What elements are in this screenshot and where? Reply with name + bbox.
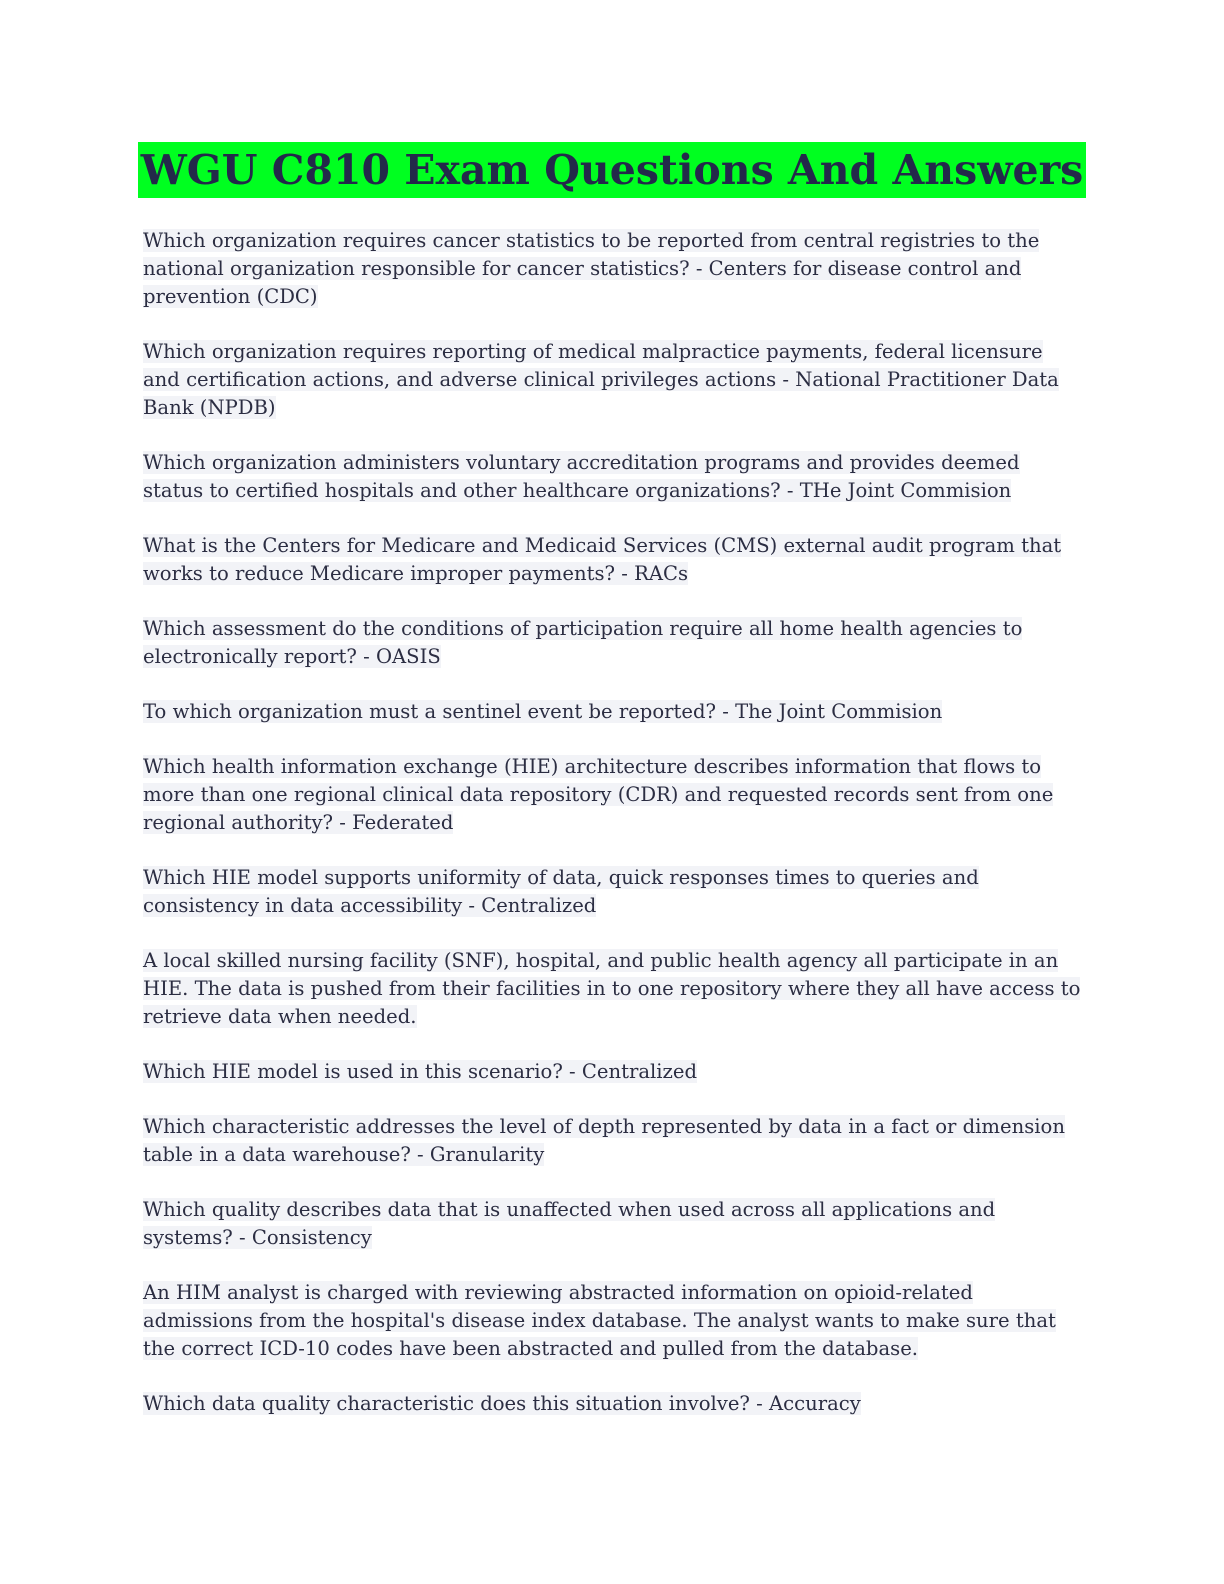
qa-text: Which organization requires reporting of medical malpractice payments, federal licensure and certification actions, and adverse clinical privileges actions - National Practitioner Data Bank (NPDB)	[143, 340, 1059, 419]
qa-paragraph	[143, 1113, 1083, 1169]
qa-list	[143, 227, 1083, 1445]
qa-text: Which quality describes data that is unaffected when used across all applications and systems? - Consistency	[143, 1198, 996, 1249]
qa-text: Which HIE model supports uniformity of data, quick responses times to queries and consistency in data accessibility - Centralized	[143, 866, 979, 917]
qa-paragraph	[143, 1058, 1083, 1086]
qa-text: An HIM analyst is charged with reviewing abstracted information on opioid-related admissions from the hospital's disease index database. The analyst wants to make sure that the correct ICD-10 codes have been abstracted and pulled from the database.	[143, 1281, 1056, 1360]
qa-text: Which health information exchange (HIE) architecture describes information that flows to more than one regional clinical data repository (CDR) and requested records sent from one regional authority? - Federated	[143, 755, 1054, 834]
qa-text: Which assessment do the conditions of participation require all home health agencies to electronically report? - OASIS	[143, 617, 1023, 668]
qa-paragraph	[143, 227, 1083, 311]
title-container	[0, 142, 1224, 198]
qa-paragraph	[143, 615, 1083, 671]
qa-text: A local skilled nursing facility (SNF), hospital, and public health agency all participate in an HIE. The data is pushed from their facilities in to one repository where they all have access to retrieve data when needed.	[143, 949, 1081, 1028]
qa-paragraph	[143, 1279, 1083, 1363]
qa-text: Which characteristic addresses the level of depth represented by data in a fact or dimension table in a data warehouse? - Granularity	[143, 1115, 1065, 1166]
qa-paragraph	[143, 1390, 1083, 1418]
qa-paragraph	[143, 947, 1083, 1031]
qa-paragraph	[143, 698, 1083, 726]
qa-paragraph	[143, 753, 1083, 837]
qa-text: What is the Centers for Medicare and Medicaid Services (CMS) external audit program that works to reduce Medicare improper payments? - RACs	[143, 534, 1062, 585]
qa-text: Which data quality characteristic does this situation involve? - Accuracy	[143, 1392, 861, 1415]
qa-paragraph	[143, 532, 1083, 588]
qa-paragraph	[143, 449, 1083, 505]
qa-paragraph	[143, 1196, 1083, 1252]
qa-paragraph	[143, 864, 1083, 920]
qa-paragraph	[143, 338, 1083, 422]
qa-text: To which organization must a sentinel event be reported? - The Joint Commision	[143, 700, 943, 723]
qa-text: Which organization administers voluntary accreditation programs and provides deemed status to certified hospitals and other healthcare organizations? - THe Joint Commision	[143, 451, 1020, 502]
qa-text: Which organization requires cancer statistics to be reported from central registries to the national organization responsible for cancer statistics? - Centers for disease control and prevention (CDC)	[143, 229, 1040, 308]
document-title: WGU C810 Exam Questions And Answers	[138, 142, 1087, 198]
qa-text: Which HIE model is used in this scenario? - Centralized	[143, 1060, 698, 1083]
